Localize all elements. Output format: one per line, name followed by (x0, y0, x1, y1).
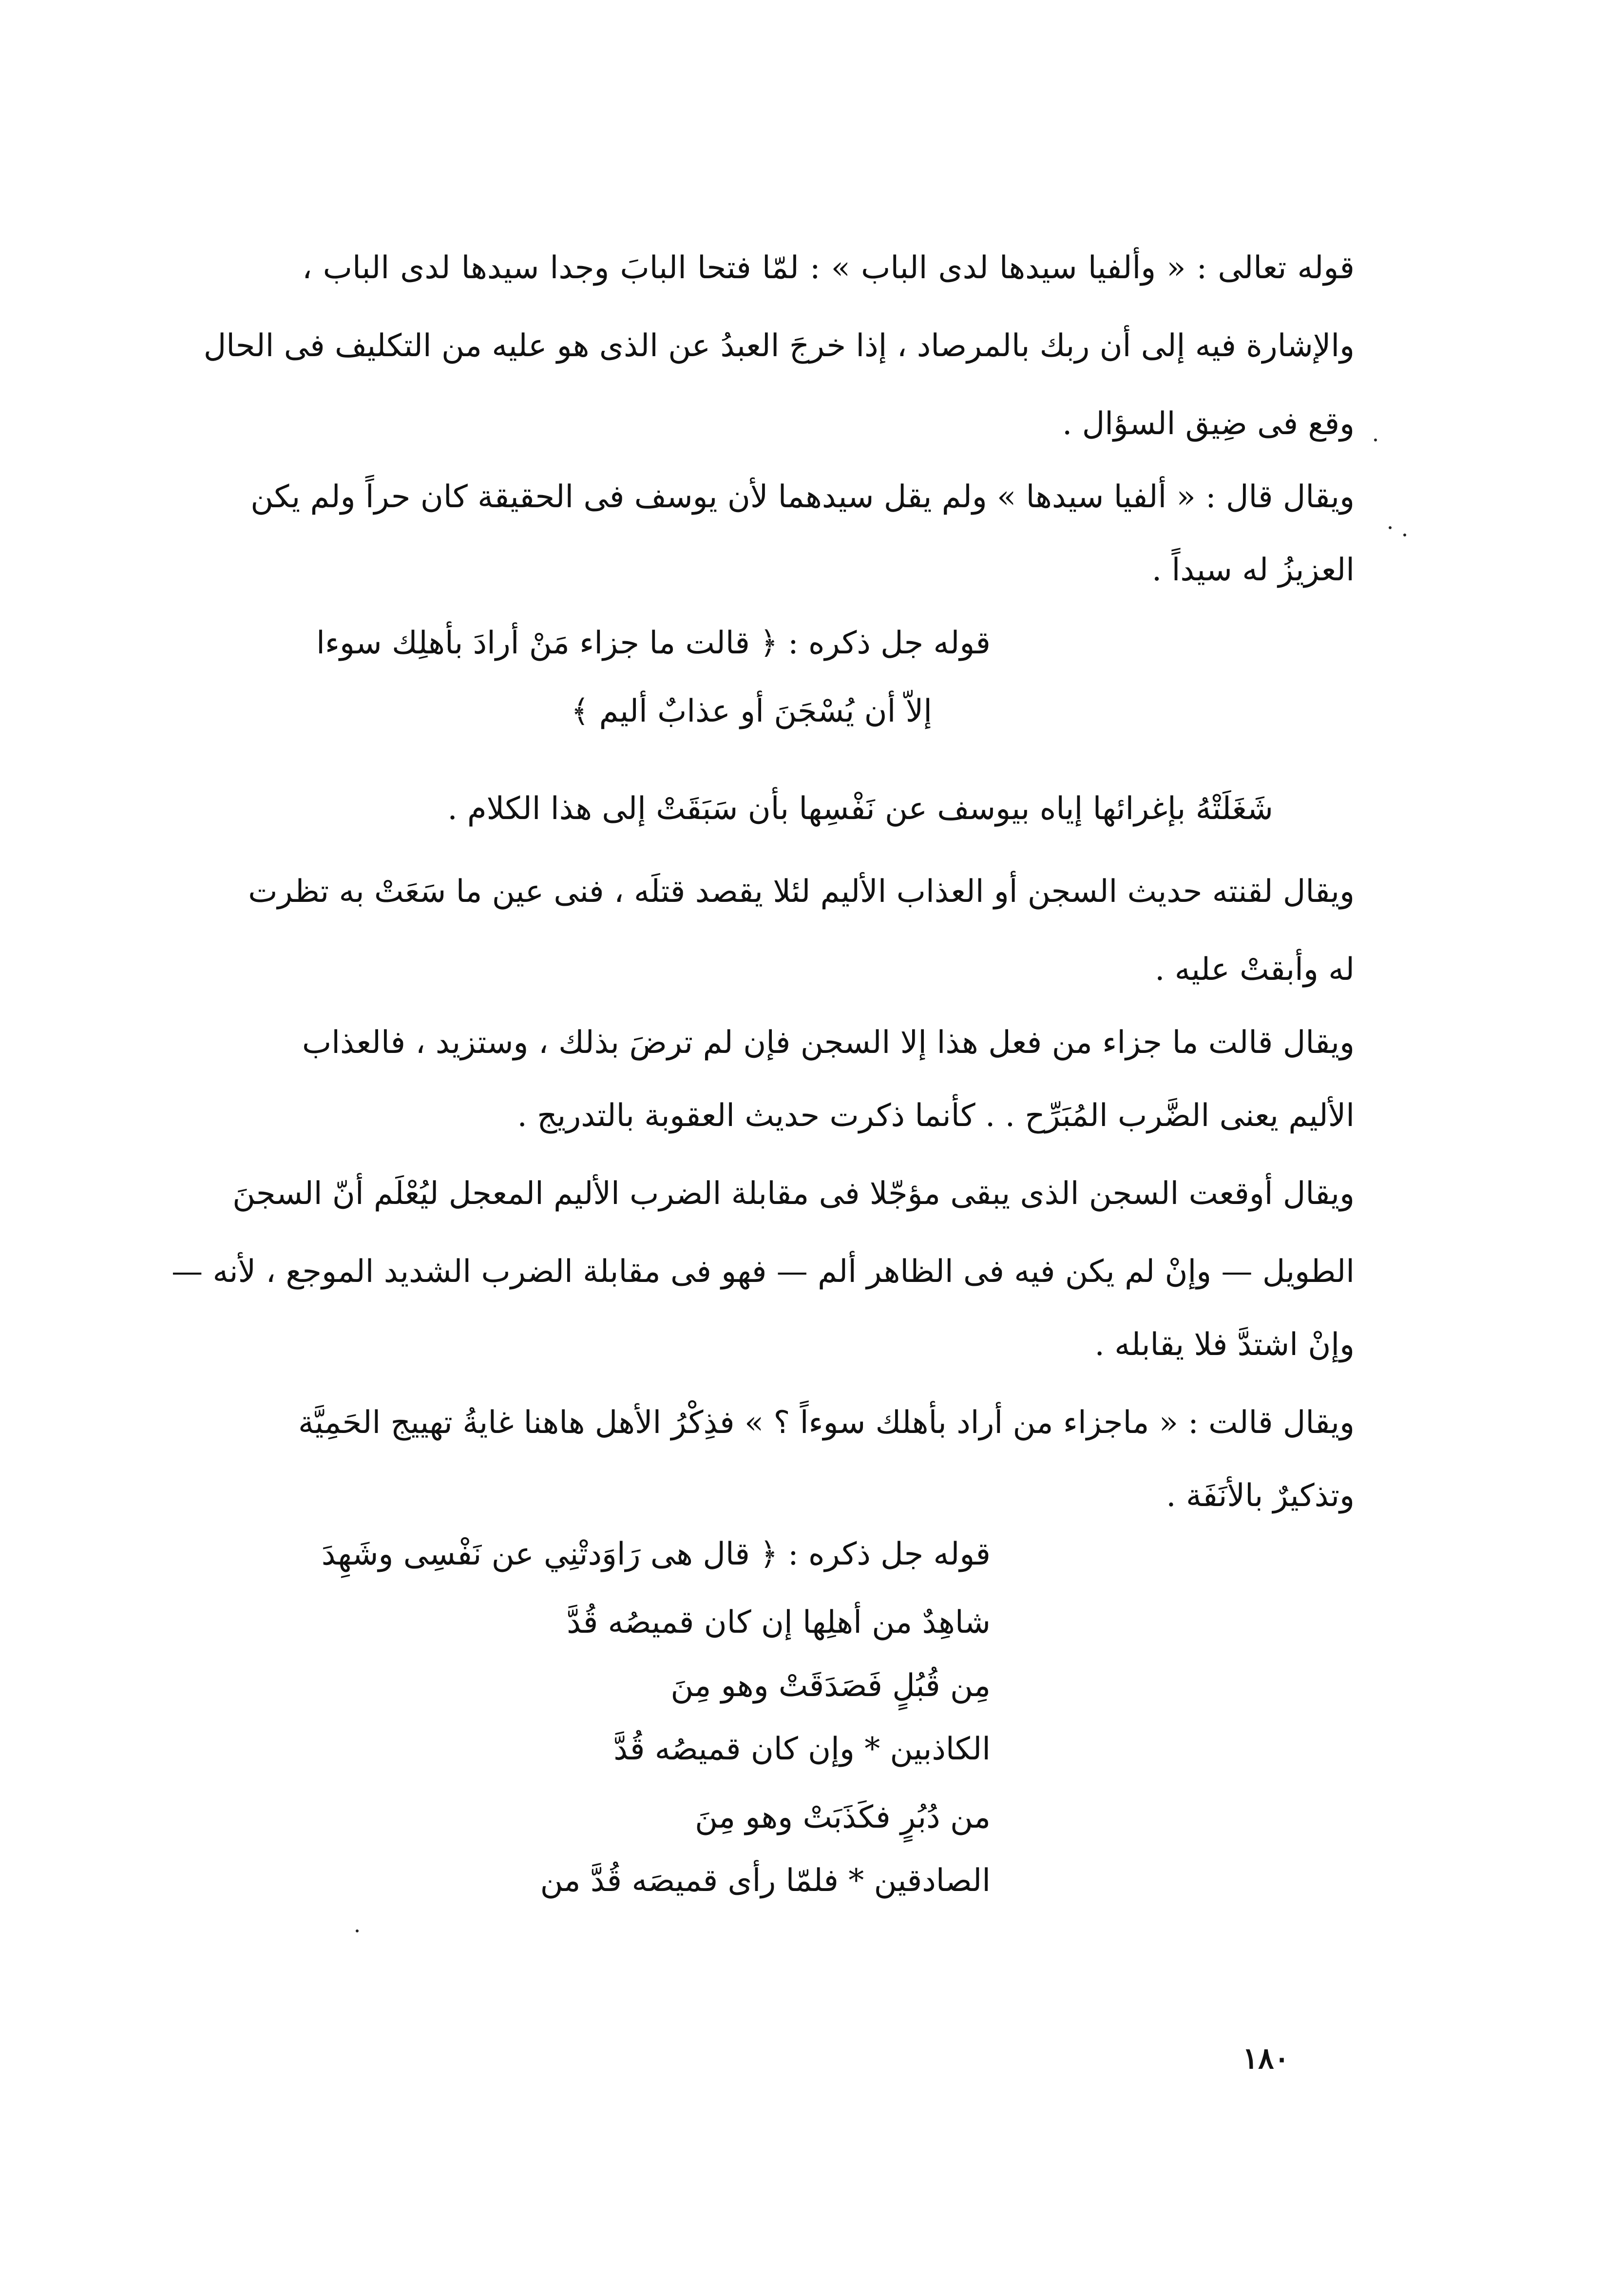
text-line: قوله تعالى : « وألفيا سيدها لدى الباب » : لمّا فتحا البابَ وجدا سيدها لدى الباب ، (302, 250, 1355, 286)
text-line: والإشارة فيه إلى أن ربك بالمرصاد ، إذا خرجَ العبدُ عن الذى هو عليه من التكليف فى الحال (203, 328, 1355, 364)
quran-verse-line: إلاّ أن يُسْجَنَ أو عذابٌ أليم ﴾ (571, 693, 932, 729)
quran-verse-line: قوله جل ذكره : ﴿ قال هى رَاوَدتْنِي عن نَفْسِى وشَهِدَ (321, 1536, 991, 1572)
quran-verse-line: من دُبُرٍ فكَذَبَتْ وهو مِنَ (695, 1799, 991, 1835)
scan-speck (1403, 534, 1406, 536)
text-line: له وأبقتْ عليه . (1155, 952, 1355, 988)
text-line: ويقال لقنته حديث السجن أو العذاب الأليم لئلا يقصد قتلَه ، فنى عين ما سَعَتْ به تظرت (248, 874, 1355, 910)
text-line: الطويل — وإنْ لم يكن فيه فى الظاهر ألم — فهو فى مقابلة الضرب الشديد الموجع ، لأنه — (172, 1254, 1355, 1290)
page-number: ١٨٠ (1242, 2042, 1290, 2076)
scan-speck (1389, 526, 1392, 529)
text-line: ويقال قالت : « ماجزاء من أراد بأهلك سوءاً ؟ » فذِكْرُ الأهل هاهنا غايةُ تهييج الحَمِيَّة (298, 1405, 1355, 1441)
text-line: العزيزُ له سيداً . (1151, 552, 1355, 588)
quran-verse-line: الكاذبين * وإن كان قميصُه قُدَّ (613, 1731, 991, 1767)
scan-speck (356, 1929, 359, 1932)
quran-verse-line: قوله جل ذكره : ﴿ قالت ما جزاء مَنْ أرادَ بأهلِك سوءا (316, 625, 991, 661)
text-line: شَغَلَتْهُ بإغرائها إياه بيوسف عن نَفْسِها بأن سَبَقَتْ إلى هذا الكلام . (447, 791, 1273, 827)
text-line: وقع فى ضِيق السؤال . (1062, 406, 1355, 442)
text-line: ويقال قالت ما جزاء من فعل هذا إلا السجن فإن لم ترضَ بذلك ، وستزيد ، فالعذاب (302, 1025, 1355, 1061)
text-line: الأليم يعنى الضَّرب المُبَرِّح . . كأنما ذكرت حديث العقوبة بالتدريج . (517, 1098, 1355, 1134)
scan-speck (1374, 439, 1377, 441)
text-line: وإنْ اشتدَّ فلا يقابله . (1094, 1327, 1355, 1363)
quran-verse-line: شاهِدٌ من أهلِها إن كان قميصُه قُدَّ (567, 1604, 991, 1641)
quran-verse-line: الصادقين * فلمّا رأى قميصَه قُدَّ من (540, 1863, 991, 1899)
quran-verse-line: مِن قُبُلٍ فَصَدَقَتْ وهو مِنَ (670, 1668, 991, 1704)
text-line: ويقال قال : « ألفيا سيدها » ولم يقل سيدهما لأن يوسف فى الحقيقة كان حراً ولم يكن (250, 479, 1355, 515)
text-line: وتذكيرٌ بالأنَفَة . (1166, 1478, 1355, 1514)
text-line: ويقال أوقعت السجن الذى يبقى مؤجّلا فى مقابلة الضرب الأليم المعجل ليُعْلَم أنّ السجنَ (232, 1176, 1355, 1212)
